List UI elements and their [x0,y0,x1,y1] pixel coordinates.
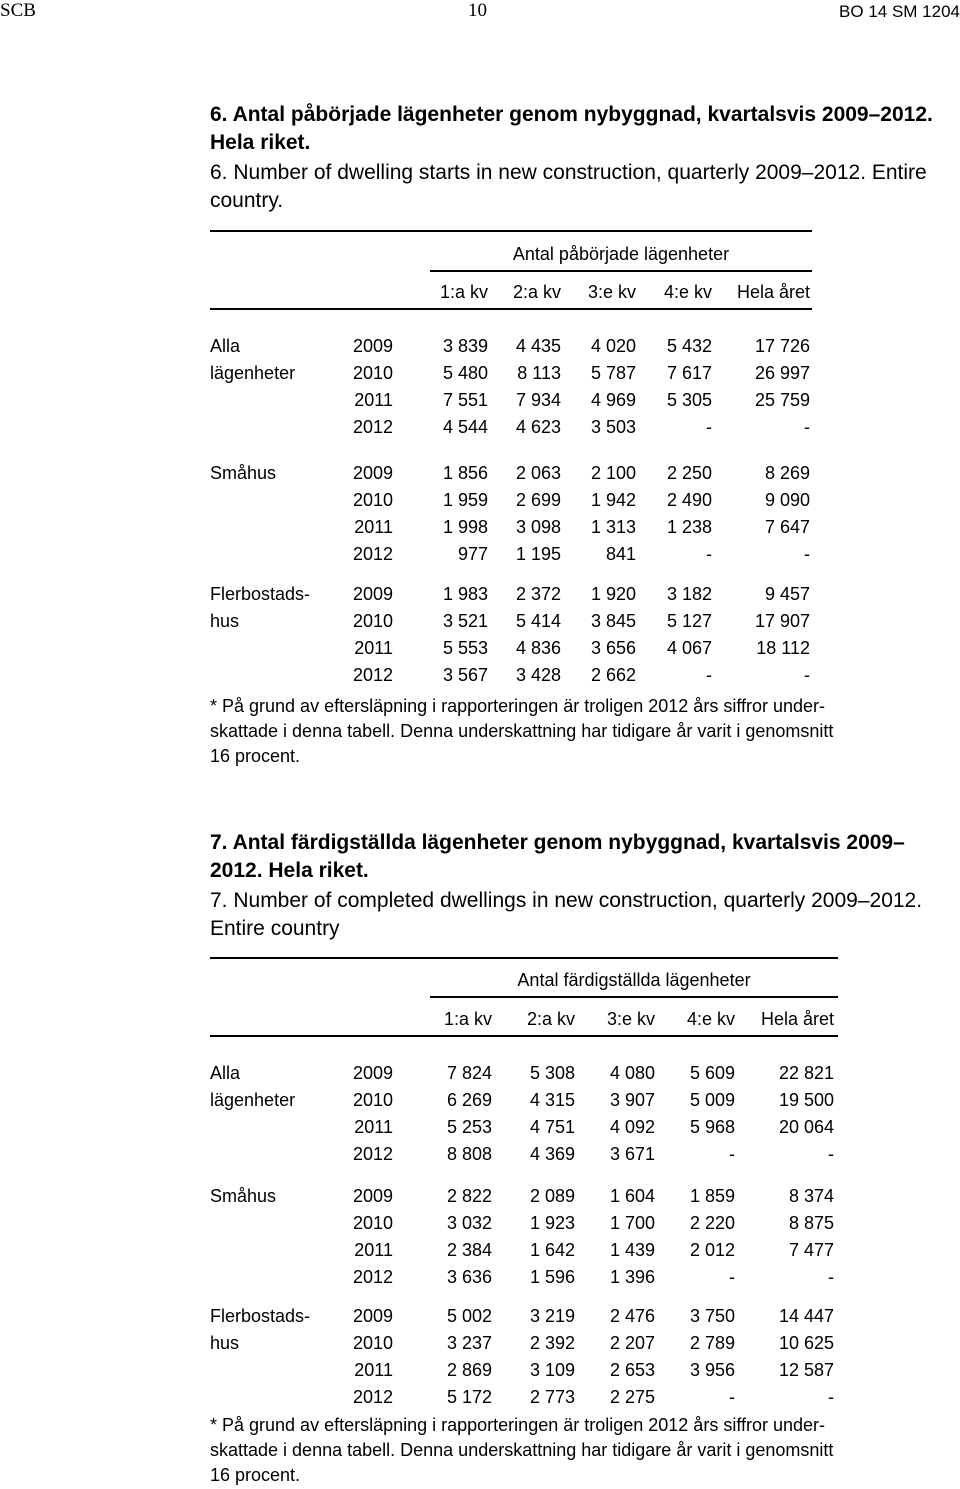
report-code: BO 14 SM 1204 [839,2,960,21]
column-header: 1:a kv [439,282,488,302]
value-cell: 12 587 [778,1360,834,1380]
row-group-label: hus [210,1333,240,1353]
value-cell: 8 875 [788,1213,834,1233]
page-number: 10 [468,0,487,21]
value-cell: - [804,665,810,685]
value-cell: 1 439 [609,1240,655,1260]
value-cell: 5 009 [689,1090,735,1110]
value-cell: 2 869 [446,1360,492,1380]
value-cell: 8 808 [446,1144,492,1164]
value-cell: 2 773 [529,1387,575,1407]
value-cell: 3 428 [515,665,561,685]
value-cell: 5 609 [689,1063,735,1083]
column-header: 3:e kv [606,1009,655,1029]
value-cell: 4 369 [529,1144,575,1164]
value-cell: 1 856 [442,463,488,483]
value-cell: 4 020 [590,336,636,356]
value-cell: 7 824 [446,1063,492,1083]
year-cell: 2012 [352,1267,393,1287]
value-cell: 2 490 [666,490,712,510]
value-cell: 5 002 [446,1306,492,1326]
value-cell: 1 238 [666,517,712,537]
value-cell: - [828,1144,834,1164]
value-cell: 4 623 [515,417,561,437]
top-rule [210,230,812,232]
group-header: Antal färdigställda lägenheter [517,970,751,990]
value-cell: 3 567 [442,665,488,685]
year-cell: 2011 [354,638,393,658]
value-cell: 1 642 [529,1240,575,1260]
value-cell: 7 934 [515,390,561,410]
row-group-label: Alla [210,1063,241,1083]
year-cell: 2011 [354,517,393,537]
value-cell: 4 067 [666,638,712,658]
year-cell: 2011 [354,390,393,410]
value-cell: 9 457 [764,584,810,604]
footnote-line: * På grund av eftersläpning i rapporteringen är troligen 2012 års siffror under- [210,1415,826,1435]
value-cell: 3 503 [590,417,636,437]
table6-title-block [210,101,955,215]
value-cell: 1 920 [590,584,636,604]
value-cell: 7 551 [442,390,488,410]
row-group-label: hus [210,611,240,631]
page-header [0,0,960,26]
value-cell: - [729,1387,735,1407]
value-cell: - [706,544,712,564]
column-header: 2:a kv [512,282,561,302]
value-cell: 2 250 [666,463,712,483]
row-group-label: Småhus [210,463,277,483]
value-cell: 1 942 [590,490,636,510]
value-cell: 3 750 [689,1306,735,1326]
value-cell: - [706,417,712,437]
value-cell: 3 521 [442,611,488,631]
column-header: Hela året [760,1009,834,1029]
value-cell: - [804,544,810,564]
value-cell: 17 726 [754,336,810,356]
value-cell: 5 308 [529,1063,575,1083]
value-cell: 2 207 [609,1333,655,1353]
value-cell: 3 671 [609,1144,655,1164]
value-cell: 3 636 [446,1267,492,1287]
value-cell: 26 997 [754,363,810,383]
value-cell: 5 553 [442,638,488,658]
value-cell: 4 092 [609,1117,655,1137]
value-cell: 1 604 [609,1186,655,1206]
year-cell: 2009 [352,1063,393,1083]
column-header: Hela året [736,282,810,302]
year-cell: 2011 [354,1360,393,1380]
value-cell: 3 182 [666,584,712,604]
table6-footnote [210,694,950,769]
value-cell: 4 435 [515,336,561,356]
table7-title-sv: 7. Antal färdigställda lägenheter genom nybyggnad, kvartalsvis 2009–2012. Hela riket. [210,831,905,882]
group-header: Antal påbörjade lägenheter [512,244,730,264]
value-cell: 1 596 [529,1267,575,1287]
value-cell: 2 372 [515,584,561,604]
table6-title-en: 6. Number of dwelling starts in new construction, quarterly 2009–2012. Entire country. [210,161,927,212]
value-cell: 6 269 [446,1090,492,1110]
row-group-label: Flerbostads- [210,584,311,604]
value-cell: - [729,1267,735,1287]
footnote-line: * På grund av eftersläpning i rapporteringen är troligen 2012 års siffror under- [210,696,826,716]
value-cell: 3 656 [590,638,636,658]
row-group-label: lägenheter [210,1090,296,1110]
year-cell: 2012 [352,1144,393,1164]
value-cell: - [828,1267,834,1287]
value-cell: 2 012 [689,1240,735,1260]
value-cell: 4 315 [529,1090,575,1110]
column-header: 3:e kv [587,282,636,302]
value-cell: 1 859 [689,1186,735,1206]
value-cell: 5 305 [666,390,712,410]
table7-title-en: 7. Number of completed dwellings in new construction, quarterly 2009–2012. Entire country [210,889,923,940]
value-cell: 5 432 [666,336,712,356]
year-cell: 2009 [352,1186,393,1206]
value-cell: 1 998 [442,517,488,537]
value-cell: 8 374 [788,1186,834,1206]
year-cell: 2011 [354,1240,393,1260]
top-rule [210,957,838,959]
year-cell: 2009 [352,463,393,483]
value-cell: 5 787 [590,363,636,383]
value-cell: 5 968 [689,1117,735,1137]
table6-title-sv: 6. Antal påbörjade lägenheter genom nybyggnad, kvartalsvis 2009–2012. Hela riket. [210,103,933,154]
footnote-line: skattade i denna tabell. Denna underskattning har tidigare år varit i genomsnitt [210,1440,834,1460]
row-group-label: Småhus [210,1186,277,1206]
year-cell: 2010 [352,490,393,510]
value-cell: - [729,1144,735,1164]
value-cell: 2 789 [689,1333,735,1353]
value-cell: 18 112 [756,638,810,658]
value-cell: 3 845 [590,611,636,631]
value-cell: 2 822 [446,1186,492,1206]
value-cell: 841 [605,544,636,564]
value-cell: 5 480 [442,363,488,383]
value-cell: 7 647 [764,517,810,537]
value-cell: 4 836 [515,638,561,658]
value-cell: 2 089 [529,1186,575,1206]
value-cell: 7 477 [788,1240,834,1260]
year-cell: 2009 [352,1306,393,1326]
value-cell: 2 662 [590,665,636,685]
value-cell: 1 923 [529,1213,575,1233]
value-cell: 3 219 [529,1306,575,1326]
row-group-label: lägenheter [210,363,296,383]
value-cell: 1 195 [515,544,561,564]
value-cell: 977 [457,544,488,564]
value-cell: 4 751 [529,1117,575,1137]
value-cell: 1 983 [442,584,488,604]
value-cell: - [804,417,810,437]
group-header-rule [430,996,838,998]
footnote-line: skattade i denna tabell. Denna underskattning har tidigare år varit i genomsnitt [210,721,834,741]
value-cell: 3 032 [446,1213,492,1233]
year-cell: 2009 [352,584,393,604]
value-cell: 3 237 [446,1333,492,1353]
column-header: 2:a kv [526,1009,575,1029]
footnote-line: 16 procent. [210,1465,301,1485]
year-cell: 2012 [352,665,393,685]
value-cell: 1 700 [609,1213,655,1233]
column-header-rule [210,1035,838,1037]
value-cell: 5 253 [446,1117,492,1137]
column-header: 4:e kv [686,1009,735,1029]
value-cell: - [828,1387,834,1407]
year-cell: 2010 [352,1213,393,1233]
value-cell: 3 956 [689,1360,735,1380]
column-header: 4:e kv [663,282,712,302]
value-cell: 3 098 [515,517,561,537]
table7-title-block [210,829,955,943]
value-cell: 2 699 [515,490,561,510]
group-header-rule [430,270,812,272]
value-cell: 17 907 [754,611,810,631]
value-cell: 2 476 [609,1306,655,1326]
value-cell: 5 414 [515,611,561,631]
column-header-rule [210,308,812,310]
year-cell: 2010 [352,1333,393,1353]
year-cell: 2009 [352,336,393,356]
value-cell: 1 313 [590,517,636,537]
year-cell: 2010 [352,363,393,383]
value-cell: - [706,665,712,685]
value-cell: 5 172 [446,1387,492,1407]
value-cell: 3 907 [609,1090,655,1110]
value-cell: 2 384 [446,1240,492,1260]
year-cell: 2010 [352,1090,393,1110]
value-cell: 2 063 [515,463,561,483]
year-cell: 2010 [352,611,393,631]
year-cell: 2011 [354,1117,393,1137]
value-cell: 2 392 [529,1333,575,1353]
header-publisher: SCB [0,0,36,21]
value-cell: 19 500 [778,1090,834,1110]
value-cell: 8 113 [517,363,561,383]
row-group-label: Alla [210,336,241,356]
value-cell: 3 109 [529,1360,575,1380]
value-cell: 7 617 [666,363,712,383]
table7-footnote [210,1413,950,1488]
year-cell: 2012 [352,544,393,564]
value-cell: 4 544 [442,417,488,437]
value-cell: 8 269 [764,463,810,483]
value-cell: 1 396 [609,1267,655,1287]
value-cell: 9 090 [764,490,810,510]
value-cell: 2 653 [609,1360,655,1380]
value-cell: 5 127 [666,611,712,631]
column-header: 1:a kv [443,1009,492,1029]
value-cell: 10 625 [778,1333,834,1353]
value-cell: 14 447 [778,1306,834,1326]
value-cell: 1 959 [442,490,488,510]
row-group-label: Flerbostads- [210,1306,311,1326]
value-cell: 3 839 [442,336,488,356]
value-cell: 2 100 [590,463,636,483]
value-cell: 2 275 [609,1387,655,1407]
value-cell: 25 759 [754,390,810,410]
value-cell: 2 220 [689,1213,735,1233]
footnote-line: 16 procent. [210,746,301,766]
value-cell: 4 969 [590,390,636,410]
value-cell: 20 064 [778,1117,834,1137]
year-cell: 2012 [352,1387,393,1407]
value-cell: 22 821 [778,1063,834,1083]
year-cell: 2012 [352,417,393,437]
value-cell: 4 080 [609,1063,655,1083]
